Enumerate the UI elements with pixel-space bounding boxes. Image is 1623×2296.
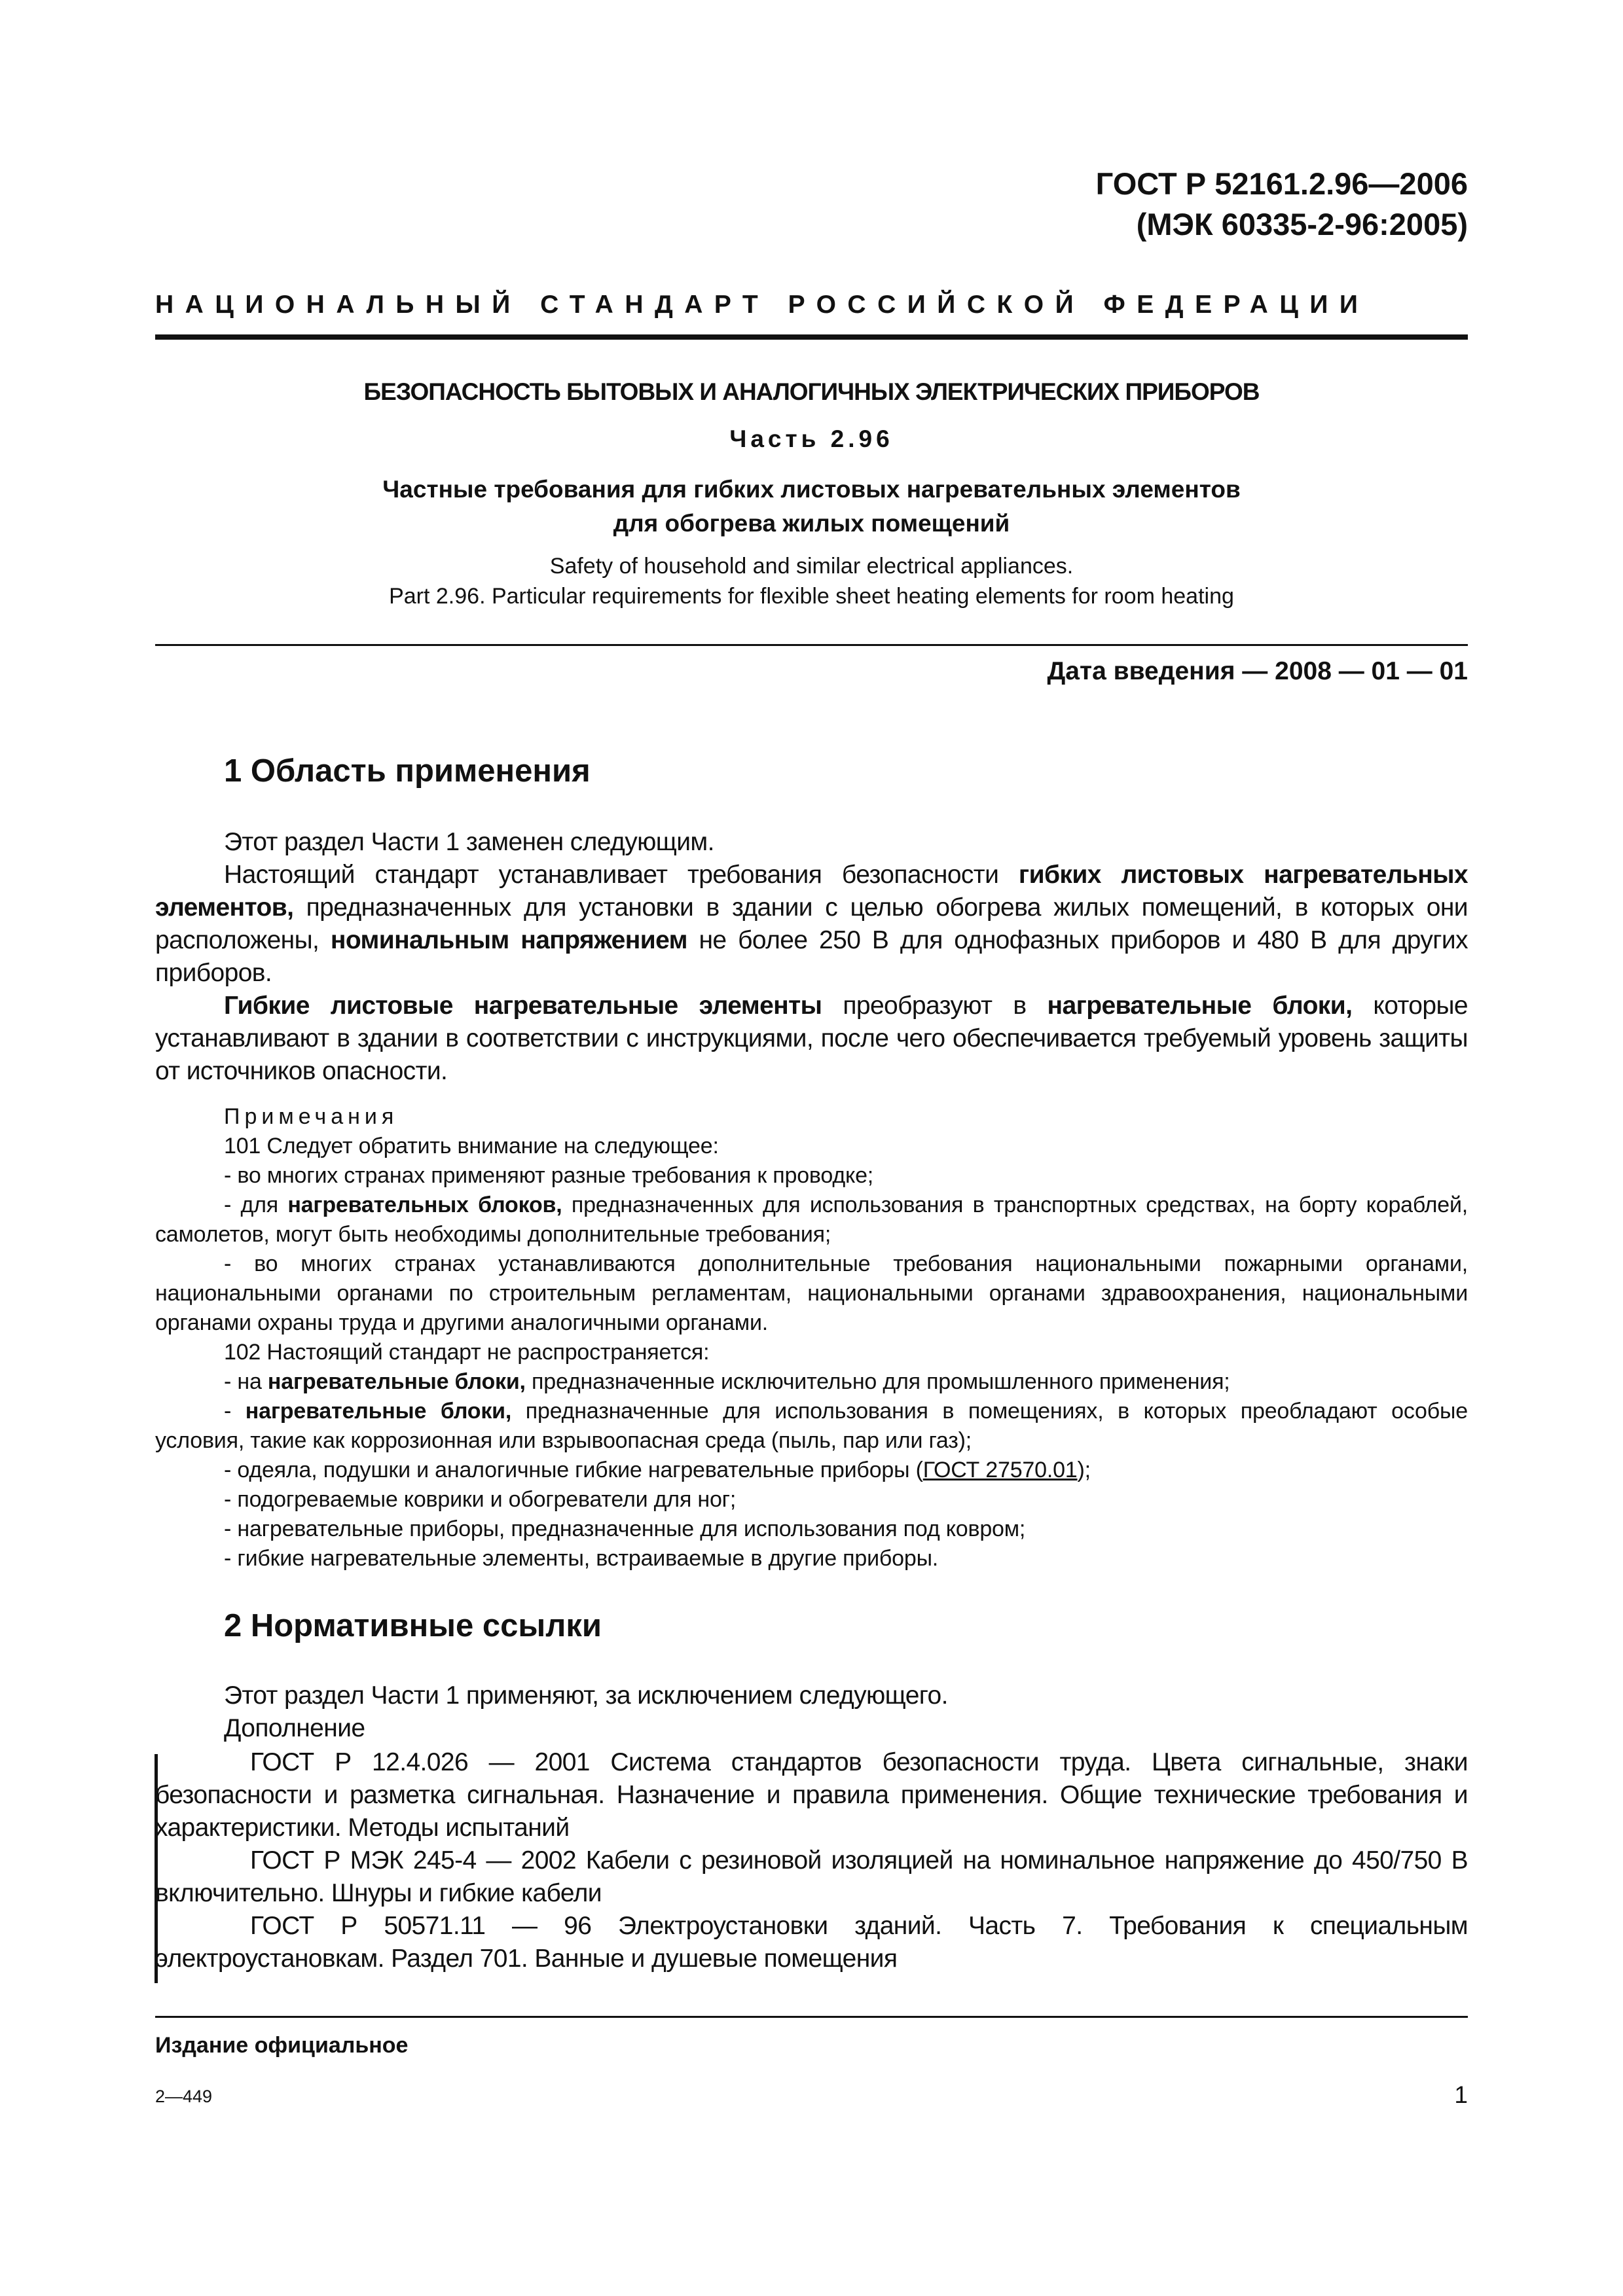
gost-27570-link[interactable]: ГОСТ 27570.01 xyxy=(922,1458,1078,1482)
normative-references xyxy=(155,1746,1468,1975)
english-title-line-1: Safety of household and similar electrical appliances. xyxy=(549,554,1074,579)
title-rule xyxy=(155,644,1468,646)
note-102-item-4: - подогреваемые коврики и обогреватели для ног; xyxy=(224,1487,737,1512)
footer-rule xyxy=(155,2016,1468,2018)
document-id xyxy=(1096,164,1468,245)
note-101-item-3: - во многих странах устанавливаются дополнительные требования национальными пожарными органами, национальными органами по строительным регламентам, национальными органами здравоохранения, национальными органами охраны труда и другими аналогичными органами. xyxy=(155,1251,1468,1335)
iec-number: (МЭК 60335-2-96:2005) xyxy=(1136,207,1468,242)
section-2-heading: 2 Нормативные ссылки xyxy=(224,1608,602,1643)
note-102: 102 Настоящий стандарт не распространяется: xyxy=(224,1340,710,1365)
section-1-body xyxy=(155,826,1468,1573)
introduction-date: Дата введения — 2008 — 01 — 01 xyxy=(1047,657,1468,685)
note-102-item-5: - нагревательные приборы, предназначенные для использования под ковром; xyxy=(224,1516,1026,1541)
main-title: БЕЗОПАСНОСТЬ БЫТОВЫХ И АНАЛОГИЧНЫХ ЭЛЕКТРИЧЕСКИХ ПРИБОРОВ xyxy=(363,378,1260,405)
notes-title: Примечания xyxy=(224,1104,399,1129)
section-2-paragraph-1: Этот раздел Части 1 применяют, за исключением следующего. xyxy=(224,1681,948,1710)
standard-banner: НАЦИОНАЛЬНЫЙ СТАНДАРТ РОССИЙСКОЙ ФЕДЕРАЦИИ xyxy=(155,291,1370,319)
note-101-item-2: - для нагревательных блоков, предназначенных для использования в транспортных средствах, на борту кораблей, самолетов, могут быть необходимы дополнительные требования; xyxy=(155,1193,1468,1247)
english-title xyxy=(155,551,1468,611)
section-1-paragraph-3: Гибкие листовые нагревательные элементы преобразуют в нагревательные блоки, которые устанавливают в здании в соответствии с инструкциями, после чего обеспечивается требуемый уровень защиты от источников опасности. xyxy=(155,992,1468,1085)
notes-block xyxy=(155,1102,1468,1573)
section-1-heading: 1 Область применения xyxy=(224,753,591,789)
print-code: 2—449 xyxy=(155,2087,213,2106)
reference-3: ГОСТ Р 50571.11 — 96 Электроустановки зданий. Часть 7. Требования к специальным электроустановкам. Раздел 701. Ванные и душевые помещения xyxy=(155,1912,1468,1973)
section-2-paragraph-2: Дополнение xyxy=(224,1714,365,1742)
section-1-paragraph-1: Этот раздел Части 1 заменен следующим. xyxy=(224,828,714,856)
subtitle-line-1: Частные требования для гибких листовых нагревательных элементов xyxy=(382,476,1241,503)
title-block xyxy=(155,374,1468,611)
page-number: 1 xyxy=(1454,2081,1468,2108)
note-102-item-1: - на нагревательные блоки, предназначенные исключительно для промышленного применения; xyxy=(224,1369,1230,1394)
note-101: 101 Следует обратить внимание на следующее: xyxy=(224,1134,719,1158)
subtitle-line-2: для обогрева жилых помещений xyxy=(613,510,1010,537)
note-102-item-2: - нагревательные блоки, предназначенные для использования в помещениях, в которых преобладают особые условия, такие как коррозионная или взрывоопасная среда (пыль, пар или газ); xyxy=(155,1399,1468,1453)
part-title: Часть 2.96 xyxy=(729,425,894,452)
gost-number: ГОСТ Р 52161.2.96—2006 xyxy=(1095,166,1468,201)
reference-1: ГОСТ Р 12.4.026 — 2001 Система стандартов безопасности труда. Цвета сигнальные, знаки безопасности и разметка сигнальная. Назначение и правила применения. Общие технические требования и характеристики. Методы испытаний xyxy=(155,1748,1468,1842)
note-102-item-3: - одеяла, подушки и аналогичные гибкие нагревательные приборы (ГОСТ 27570.01); xyxy=(224,1458,1091,1482)
note-102-item-6: - гибкие нагревательные элементы, встраиваемые в другие приборы. xyxy=(224,1546,939,1571)
english-title-line-2: Part 2.96. Particular requirements for flexible sheet heating elements for room heating xyxy=(389,584,1234,609)
reference-2: ГОСТ Р МЭК 245-4 — 2002 Кабели с резиновой изоляцией на номинальное напряжение до 450/750 В включительно. Шнуры и гибкие кабели xyxy=(155,1846,1468,1907)
section-1-paragraph-2: Настоящий стандарт устанавливает требования безопасности гибких листовых нагревательных элементов, предназначенных для установки в здании с целью обогрева жилых помещений, в которых они расположены, номинальным напряжением не более 250 В для однофазных приборов и 480 В для других приборов. xyxy=(155,861,1468,987)
section-2-body xyxy=(155,1679,1468,1745)
note-101-item-1: - во многих странах применяют разные требования к проводке; xyxy=(224,1163,874,1188)
banner-rule xyxy=(155,334,1468,340)
subtitle xyxy=(155,473,1468,541)
edition-label: Издание официальное xyxy=(155,2033,409,2058)
